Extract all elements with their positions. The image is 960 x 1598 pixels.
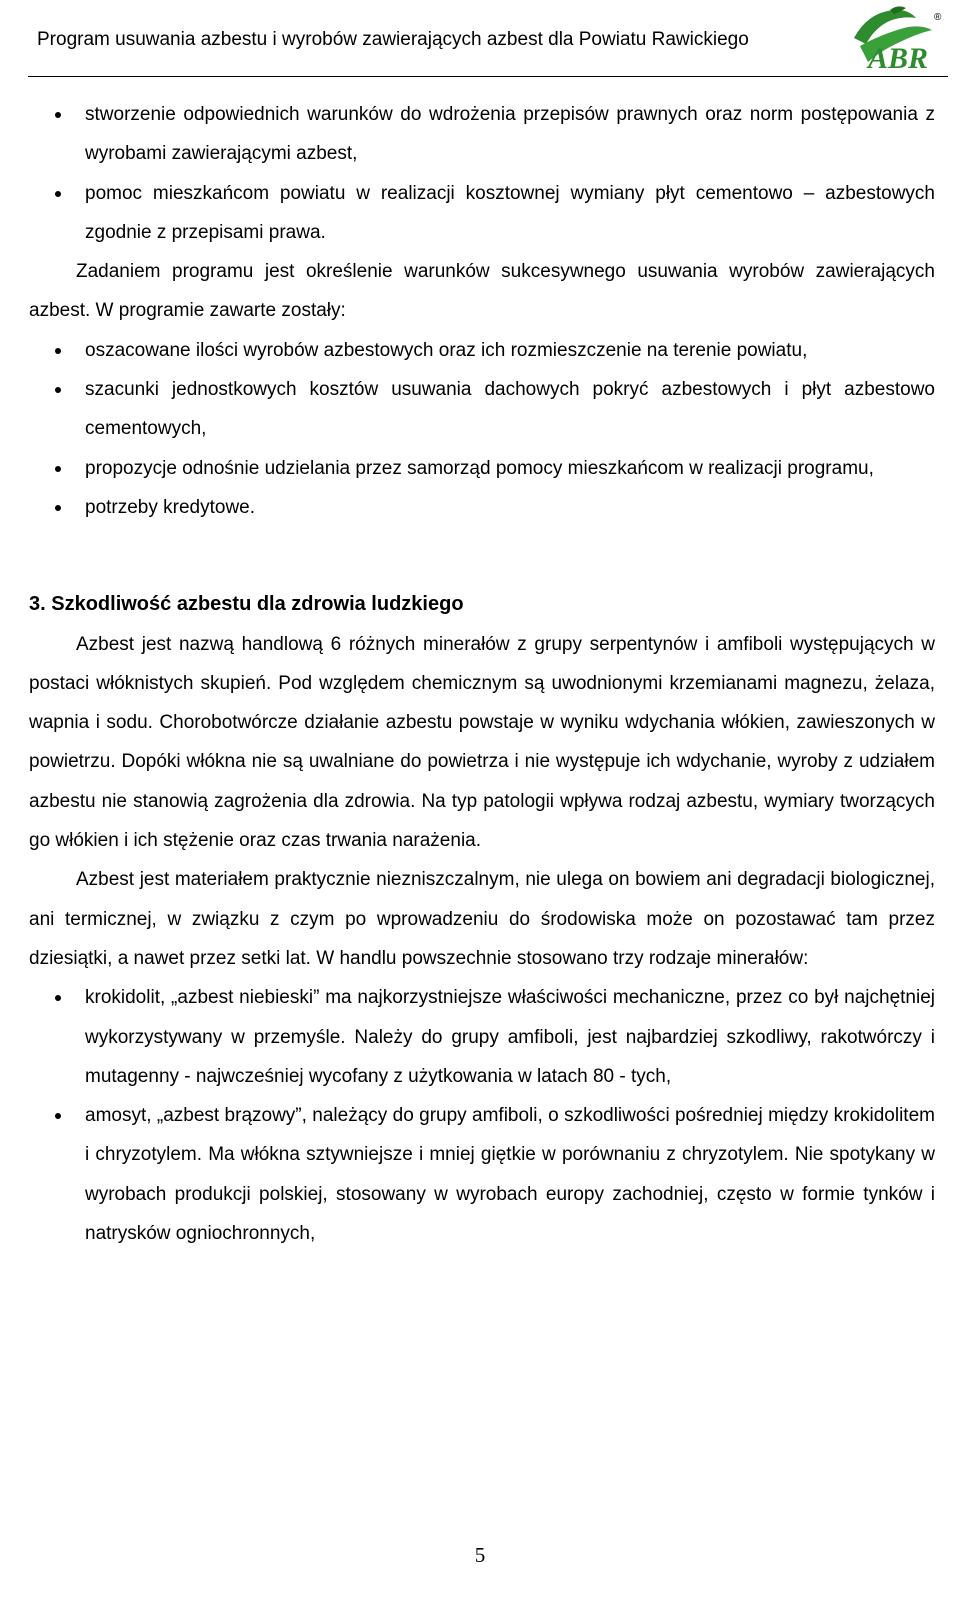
list-item: krokidolit, „azbest niebieski” ma najkorzystniejsze właściwości mechaniczne, przez co był najchętniej wykorzystywany w przemyśle. Należy do grupy amfiboli, jest najbardziej szkodliwy, rakotwórczy i mutagenny - najwcześniej wycofany z użytkowania w latach 80 - tych, <box>29 978 935 1096</box>
section-heading: 3. Szkodliwość azbestu dla zdrowia ludzkiego <box>29 593 464 616</box>
paragraph: Zadaniem programu jest określenie warunków sukcesywnego usuwania wyrobów zawierających azbest. W programie zawarte zostały: <box>29 261 935 322</box>
list-item: amosyt, „azbest brązowy”, należący do grupy amfiboli, o szkodliwości pośredniej między krokidolitem i chryzotylem. Ma włókna sztywniejsze i mniej giętkie w porównaniu z chryzotylem. Nie spotykany w wyrobach produkcji polskiej, stosowany w wyrobach europy zachodniej, często w formie tynków i natrysków ogniochronnych, <box>29 1096 935 1253</box>
abrys-logo-icon <box>846 4 946 74</box>
section-spacer <box>29 527 935 585</box>
list-item: stworzenie odpowiednich warunków do wdrożenia przepisów prawnych oraz norm postępowania z wyrobami zawierającymi azbest, <box>29 95 935 174</box>
page-header <box>0 0 960 80</box>
paragraph: Azbest jest nazwą handlową 6 różnych minerałów z grupy serpentynów i amfiboli występujących w postaci włóknistych skupień. Pod względem chemicznym są uwodnionymi krzemianami magnezu, żelaza, wapnia i sodu. Chorobotwórcze działanie azbestu powstaje w wyniku wdychania włókien, zawieszonych w powietrzu. Dopóki włókna nie są uwalniane do powietrza i nie występuje ich wdychanie, wyroby z udziałem azbestu nie stanowią zagrożenia dla zdrowia. Na typ patologii wpływa rodzaj azbestu, wymiary tworzących go włókien i ich stężenie oraz czas trwania narażenia. <box>29 633 935 852</box>
page-number: 5 <box>474 1543 486 1567</box>
list-item: pomoc mieszkańcom powiatu w realizacji kosztownej wymiany płyt cementowo – azbestowych zgodnie z przepisami prawa. <box>29 174 935 253</box>
minerals-list <box>29 978 935 1253</box>
list-item: propozycje odnośnie udzielania przez samorząd pomocy mieszkańcom w realizacji programu, <box>29 449 935 488</box>
goals-list <box>29 95 935 252</box>
paragraph: Azbest jest materiałem praktycznie niezniszczalnym, nie ulega on bowiem ani degradacji biologicznej, ani termicznej, w związku z czym po wprowadzeniu do środowiska może on pozostawać tam przez dziesiątki, a nawet przez setki lat. W handlu powszechnie stosowano trzy rodzaje minerałów: <box>29 869 935 969</box>
header-rule <box>28 76 948 77</box>
list-item: potrzeby kredytowe. <box>29 488 935 527</box>
list-item: szacunki jednostkowych kosztów usuwania dachowych pokryć azbestowych i płyt azbestowo cementowych, <box>29 370 935 449</box>
page-content <box>29 95 935 1253</box>
list-item: oszacowane ilości wyrobów azbestowych oraz ich rozmieszczenie na terenie powiatu, <box>29 331 935 370</box>
logo-text: ABR <box>868 42 929 74</box>
header-title: Program usuwania azbestu i wyrobów zawierających azbest dla Powiatu Rawickiego <box>37 29 749 50</box>
program-contents-list <box>29 331 935 527</box>
registered-mark: ® <box>934 12 942 23</box>
